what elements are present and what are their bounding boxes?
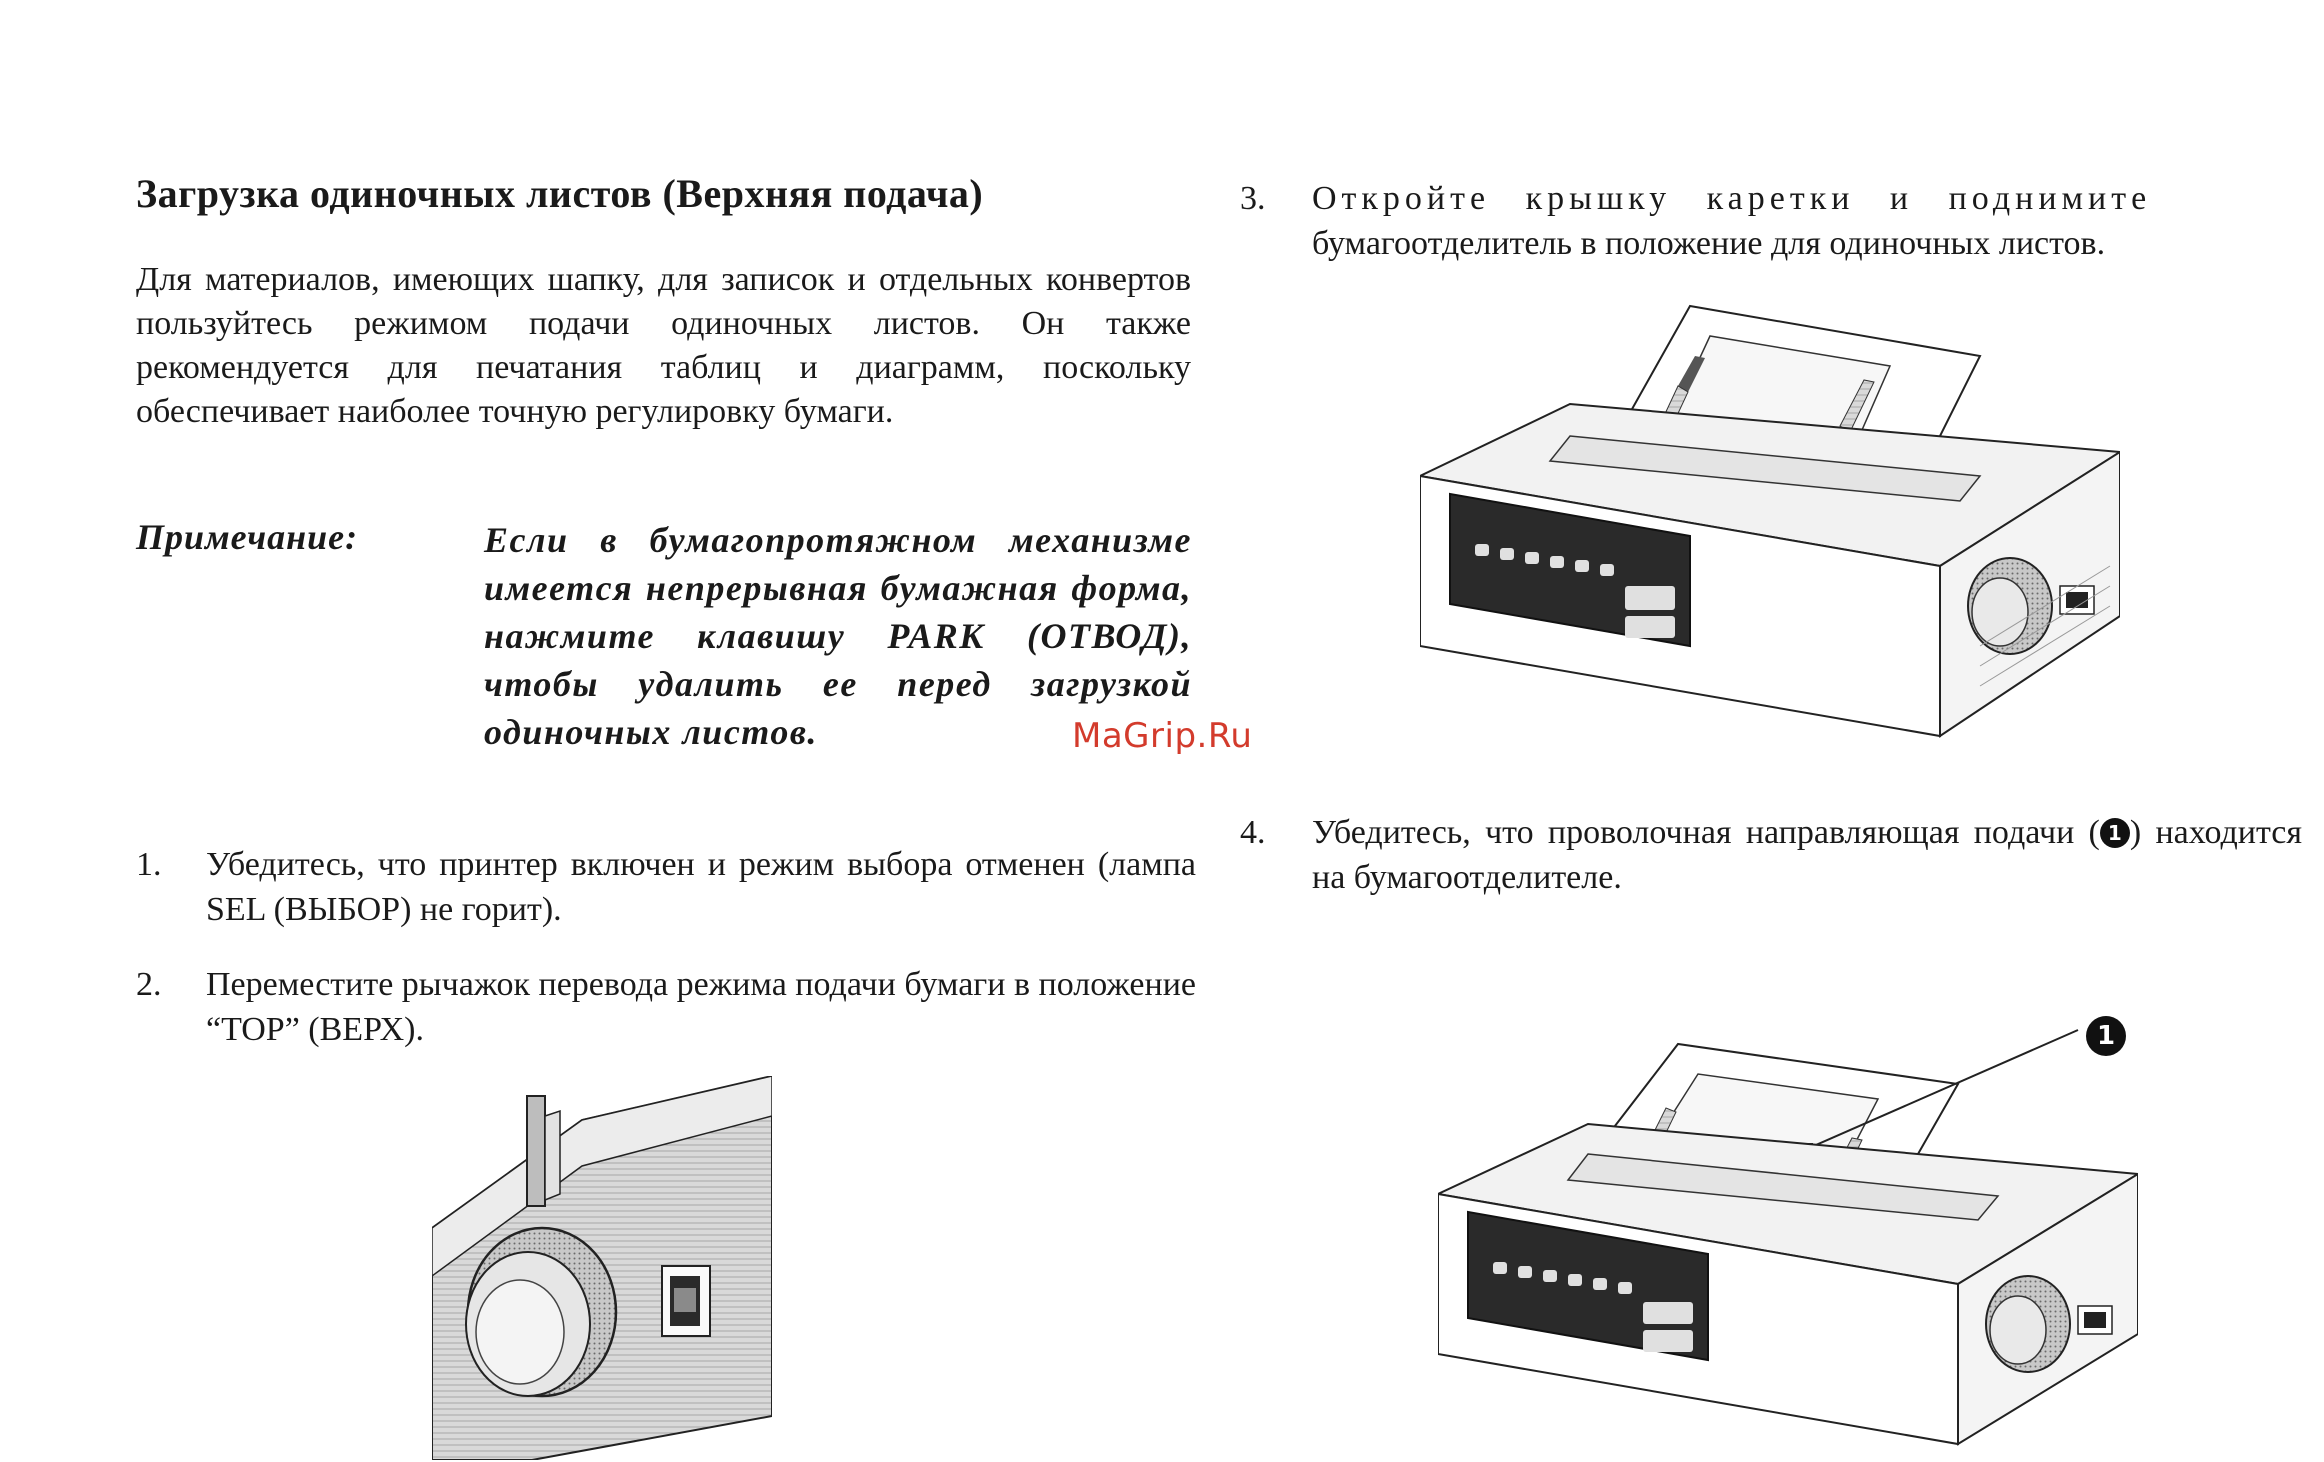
step-text xyxy=(1312,810,2302,900)
step-text-line: Откройте крышку каретки и поднимите xyxy=(1312,180,2152,217)
section-title: Загрузка одиночных листов (Верхняя подача) xyxy=(136,171,984,216)
step-text xyxy=(1312,176,2297,266)
step-text: Убедитесь, что принтер включен и режим выбора отменен (лампа SEL (ВЫБОР) не горит). xyxy=(206,846,1196,928)
step-text-line: бумагоотделитель в положение для одиночных листов. xyxy=(1312,225,2106,262)
step-3 xyxy=(1240,176,2300,276)
printer-icon xyxy=(1420,296,2120,768)
callout-number-icon: 1 xyxy=(2086,1016,2126,1056)
step-text: Переместите рычажок перевода режима подачи бумаги в положение “TOP” (ВЕРХ). xyxy=(206,966,1196,1048)
step-text-part: ) находится на бумагоотделителе. xyxy=(1312,814,2302,896)
step-1 xyxy=(136,842,1196,942)
step-number: 1. xyxy=(136,846,162,883)
step-number: 2. xyxy=(136,966,162,1003)
step-number: 4. xyxy=(1240,814,1266,851)
callout-marker-icon: 1 xyxy=(2100,818,2130,848)
step-2 xyxy=(136,962,1196,1062)
printer-knob-icon xyxy=(432,1076,772,1460)
printer-icon xyxy=(1438,1024,2138,1460)
intro-paragraph: Для материалов, имеющих шапку, для записок и отдельных конвертов пользуйтесь режимом подачи одиночных листов. Он также рекомендуется для печатания таблиц и диаграмм, поскольку обеспечивает наиболее точную регулировку бумаги. xyxy=(136,261,1191,430)
printer-illustration-bottom xyxy=(1438,1024,2138,1460)
step-number: 3. xyxy=(1240,180,1266,217)
watermark: MaGrip.Ru xyxy=(1072,716,1253,756)
printer-illustration-top xyxy=(1420,296,2120,768)
note-label: Примечание: xyxy=(136,517,359,557)
step-4 xyxy=(1240,810,2300,910)
lever-illustration xyxy=(432,1076,772,1460)
step-text-part: Убедитесь, что проволочная направляющая подачи ( xyxy=(1312,814,2100,851)
note-text: Если в бумагопротяжном механизме имеется непрерывная бумажная форма, нажмите клавишу PARK (ОТВОД), чтобы удалить ее перед загрузкой одиночных листов. xyxy=(484,520,1192,752)
